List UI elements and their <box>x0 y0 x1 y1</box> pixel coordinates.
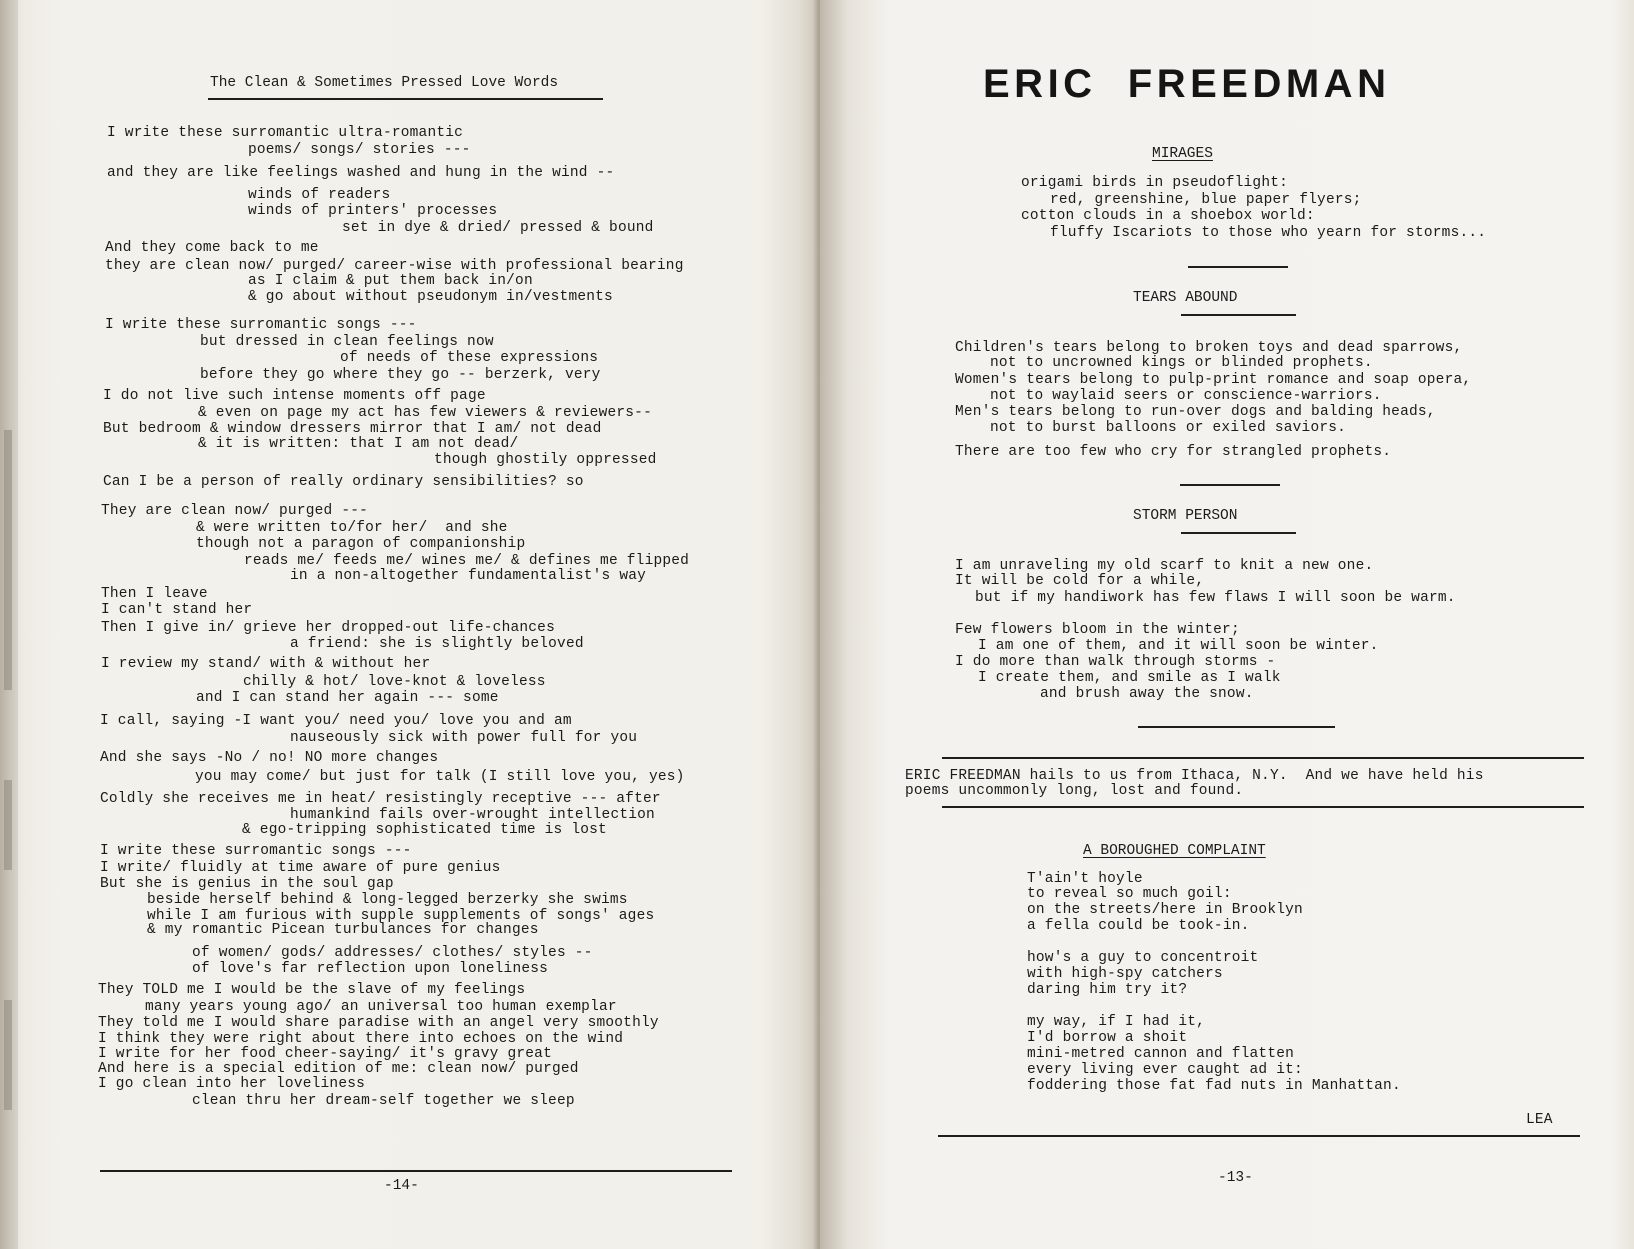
poem-line: though not a paragon of companionship <box>196 536 526 552</box>
poem-line: every living ever caught ad it: <box>1027 1062 1303 1078</box>
poem-line: cotton clouds in a shoebox world: <box>1021 208 1315 224</box>
poem-line: with high-spy catchers <box>1027 966 1223 982</box>
poem-line: I am unraveling my old scarf to knit a new one. <box>955 558 1374 574</box>
poem-line: not to uncrowned kings or blinded prophets. <box>990 355 1373 371</box>
poem-line: nauseously sick with power full for you <box>290 730 638 746</box>
poem-line: of needs of these expressions <box>340 350 599 366</box>
title-underline <box>208 98 603 100</box>
section-heading: STORM PERSON <box>1133 508 1238 524</box>
poem-line: I write/ fluidly at time aware of pure genius <box>100 860 501 876</box>
poem-line: to reveal so much goil: <box>1027 886 1232 902</box>
poem-line: T'ain't hoyle <box>1027 871 1143 887</box>
poem-line: I think they were right about there into echoes on the wind <box>98 1031 624 1047</box>
spine-mark <box>4 1000 12 1110</box>
poem-line: They TOLD me I would be the slave of my feelings <box>98 982 526 998</box>
left-page-title: The Clean & Sometimes Pressed Love Words <box>210 75 559 91</box>
poem-line: & even on page my act has few viewers & reviewers-- <box>198 405 652 421</box>
poem-line: and they are like feelings washed and hung in the wind -- <box>107 165 615 181</box>
poem-line: & go about without pseudonym in/vestments <box>248 289 613 305</box>
poem-line: of women/ gods/ addresses/ clothes/ styles -- <box>192 945 593 961</box>
poem-line: I'd borrow a shoit <box>1027 1030 1188 1046</box>
bio-rule-bottom <box>942 806 1584 808</box>
poem-line: not to burst balloons or exiled saviors. <box>990 420 1347 436</box>
poem-line: not to waylaid seers or conscience-warriors. <box>990 388 1382 404</box>
bottom-rule <box>938 1135 1580 1137</box>
poem-line: But bedroom & window dressers mirror that I am/ not dead <box>103 421 602 437</box>
poem-line: poems uncommonly long, lost and found. <box>905 783 1244 799</box>
poem-line: & it is written: that I am not dead/ <box>198 436 519 452</box>
poem-line: many years young ago/ an universal too human exemplar <box>145 999 617 1015</box>
poem-line: clean thru her dream-self together we sleep <box>192 1093 575 1109</box>
poem-line: It will be cold for a while, <box>955 573 1205 589</box>
poem-line: I call, saying -I want you/ need you/ love you and am <box>100 713 572 729</box>
poem-line: But she is genius in the soul gap <box>100 876 394 892</box>
poem-line: how's a guy to concentroit <box>1027 950 1259 966</box>
tears-underline <box>1181 314 1296 316</box>
poem-line: I go clean into her loveliness <box>98 1076 366 1092</box>
page-number: -13- <box>1218 1170 1253 1186</box>
page-number: -14- <box>384 1178 419 1194</box>
poem-line: while I am furious with supple supplements of songs' ages <box>147 908 655 924</box>
poem-line: There are too few who cry for strangled prophets. <box>955 444 1392 460</box>
poem-line: set in dye & dried/ pressed & bound <box>342 220 654 236</box>
poem-line: and brush away the snow. <box>1040 686 1254 702</box>
poem-line: origami birds in pseudoflight: <box>1021 175 1289 191</box>
poem-line: but if my handiwork has few flaws I will soon be warm. <box>975 590 1456 606</box>
poem-line: They told me I would share paradise with an angel very smoothly <box>98 1015 659 1031</box>
poem-line: before they go where they go -- berzerk, very <box>200 367 601 383</box>
poem-line: fluffy Iscariots to those who yearn for storms... <box>1050 225 1487 241</box>
poem-line: chilly & hot/ love-knot & loveless <box>243 674 546 690</box>
section-heading: A BOROUGHED COMPLAINT <box>1083 843 1266 859</box>
poem-line: and I can stand her again --- some <box>196 690 499 706</box>
poem-line: And she says -No / no! NO more changes <box>100 750 439 766</box>
poem-line: Coldly she receives me in heat/ resistingly receptive --- after <box>100 791 661 807</box>
poem-line: I can't stand her <box>101 602 253 618</box>
poem-line: but dressed in clean feelings now <box>200 334 494 350</box>
poem-line: I write these surromantic songs --- <box>105 317 417 333</box>
poem-line: I do more than walk through storms - <box>955 654 1276 670</box>
section-divider <box>1138 726 1335 728</box>
spine-mark <box>4 780 12 870</box>
poem-line: And here is a special edition of me: clean now/ purged <box>98 1061 579 1077</box>
poem-line: ERIC FREEDMAN hails to us from Ithaca, N.Y. And we have held his <box>905 768 1484 784</box>
poem-line: foddering those fat fad nuts in Manhattan. <box>1027 1078 1401 1094</box>
poem-line: They are clean now/ purged --- <box>101 503 369 519</box>
section-divider <box>1180 484 1280 486</box>
poem-line: you may come/ but just for talk (I still love you, yes) <box>195 769 685 785</box>
poem-line: winds of printers' processes <box>248 203 498 219</box>
poem-line: I am one of them, and it will soon be winter. <box>978 638 1379 654</box>
poem-line: I write these surromantic ultra-romantic <box>107 125 464 141</box>
poem-line: And they come back to me <box>105 240 319 256</box>
poem-line: humankind fails over-wrought intellection <box>290 807 655 823</box>
poem-line: beside herself behind & long-legged berzerky she swims <box>147 892 628 908</box>
bio-rule-top <box>942 757 1584 759</box>
book-spine-edge <box>0 0 18 1249</box>
poem-line: reads me/ feeds me/ wines me/ & defines me flipped <box>244 553 690 569</box>
poem-line: in a non-altogether fundamentalist's way <box>290 568 647 584</box>
poem-line: a friend: she is slightly beloved <box>290 636 584 652</box>
poem-line: Then I give in/ grieve her dropped-out life-chances <box>101 620 555 636</box>
poem-line: I write for her food cheer-saying/ it's gravy great <box>98 1046 552 1062</box>
section-heading: MIRAGES <box>1152 146 1213 162</box>
poem-line: they are clean now/ purged/ career-wise with professional bearing <box>105 258 684 274</box>
poem-line: Children's tears belong to broken toys and dead sparrows, <box>955 340 1463 356</box>
poem-line: & my romantic Picean turbulances for changes <box>147 922 539 938</box>
poem-line: Then I leave <box>101 586 208 602</box>
poem-line: & were written to/for her/ and she <box>196 520 508 536</box>
poem-line: Women's tears belong to pulp-print romance and soap opera, <box>955 372 1472 388</box>
poem-line: red, greenshine, blue paper flyers; <box>1050 192 1362 208</box>
poem-line: of love's far reflection upon loneliness <box>192 961 549 977</box>
poem-line: I create them, and smile as I walk <box>978 670 1281 686</box>
poem-line: & ego-tripping sophisticated time is lost <box>242 822 607 838</box>
poem-line: I review my stand/ with & without her <box>101 656 431 672</box>
poem-line: as I claim & put them back in/on <box>248 273 533 289</box>
section-divider <box>1188 266 1288 268</box>
signature-initials: LEA <box>1526 1112 1553 1128</box>
poem-line: a fella could be took-in. <box>1027 918 1250 934</box>
poem-line: daring him try it? <box>1027 982 1188 998</box>
poem-line: I do not live such intense moments off page <box>103 388 486 404</box>
poem-line: poems/ songs/ stories --- <box>248 142 471 158</box>
poem-line: on the streets/here in Brooklyn <box>1027 902 1303 918</box>
poem-line: I write these surromantic songs --- <box>100 843 412 859</box>
poem-line: mini-metred cannon and flatten <box>1027 1046 1295 1062</box>
poem-line: winds of readers <box>248 187 391 203</box>
poem-line: though ghostily oppressed <box>434 452 657 468</box>
poem-line: my way, if I had it, <box>1027 1014 1206 1030</box>
spine-mark <box>4 430 12 690</box>
author-name: ERIC FREEDMAN <box>983 62 1391 106</box>
poem-line: Men's tears belong to run-over dogs and balding heads, <box>955 404 1436 420</box>
poem-line: Can I be a person of really ordinary sensibilities? so <box>103 474 584 490</box>
section-heading: TEARS ABOUND <box>1133 290 1238 306</box>
poem-line: Few flowers bloom in the winter; <box>955 622 1240 638</box>
bottom-rule <box>100 1170 732 1172</box>
storm-underline <box>1181 532 1296 534</box>
